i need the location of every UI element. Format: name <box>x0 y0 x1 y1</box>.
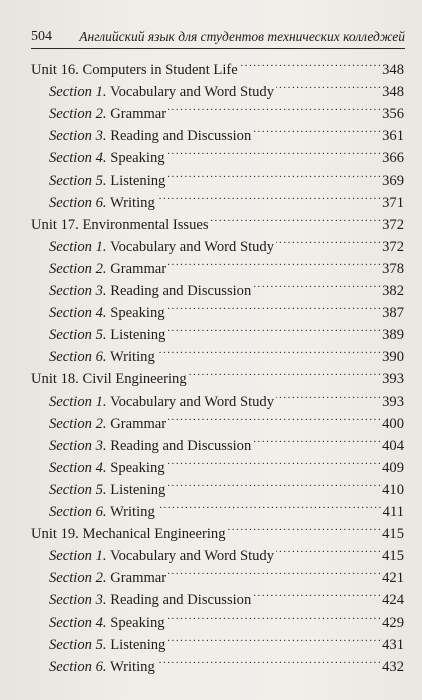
dot-leader <box>253 428 380 450</box>
dot-leader <box>276 74 380 96</box>
section-title: Vocabulary and Word Study <box>109 548 275 565</box>
page-reference: 429 <box>382 614 404 631</box>
page-reference: 361 <box>382 128 404 145</box>
section-title: Speaking <box>110 305 165 322</box>
section-title: Vocabulary and Word Study <box>109 393 275 410</box>
section-title: Listening <box>110 636 166 653</box>
section-title: Grammar <box>110 570 167 587</box>
section-title: Listening <box>110 172 166 189</box>
toc-section-entry <box>49 251 404 277</box>
toc-section-entry <box>49 582 404 609</box>
page-reference: 366 <box>382 150 404 167</box>
section-number: Section 3. <box>49 592 107 609</box>
toc-unit-entry <box>31 361 404 388</box>
dot-leader <box>253 582 380 604</box>
toc-section-entry <box>49 472 404 498</box>
toc-section-entry <box>49 649 404 675</box>
section-number: Section 4. <box>49 459 107 476</box>
section-title: Vocabulary and Word Study <box>109 84 275 101</box>
section-title: Grammar <box>110 106 167 123</box>
toc-section-entry <box>49 560 404 587</box>
toc-section-entry <box>49 273 404 299</box>
dot-leader <box>167 295 381 317</box>
section-title: Writing <box>109 349 155 366</box>
section-title: Listening <box>110 327 166 344</box>
toc-section-entry <box>49 118 404 145</box>
page-reference: 393 <box>382 393 404 410</box>
page-reference: 369 <box>382 172 404 189</box>
toc-section-entry <box>49 229 404 255</box>
dot-leader <box>253 273 380 295</box>
section-title: Reading and Discussion <box>110 128 252 145</box>
running-title: Английский язык для студентов технических колледжей <box>79 29 405 44</box>
section-title: Vocabulary and Word Study <box>109 238 275 255</box>
dot-leader <box>157 185 380 207</box>
toc-section-entry <box>49 96 404 123</box>
toc-unit-entry <box>31 207 404 233</box>
unit-title: Unit 18. Civil Engineering <box>31 371 187 388</box>
section-title: Speaking <box>110 614 165 631</box>
dot-leader <box>168 251 380 273</box>
dot-leader <box>157 339 380 361</box>
dot-leader <box>189 361 380 383</box>
section-number: Section 6. <box>49 658 107 675</box>
page-reference: 378 <box>382 260 404 277</box>
section-title: Speaking <box>110 459 165 476</box>
section-title: Reading and Discussion <box>110 592 252 609</box>
section-number: Section 5. <box>49 327 107 344</box>
section-title: Grammar <box>110 415 167 432</box>
section-number: Section 5. <box>49 172 107 189</box>
toc-section-entry <box>49 406 404 432</box>
section-number: Section 4. <box>49 305 107 322</box>
section-number: Section 1. <box>49 548 107 565</box>
dot-leader <box>240 52 380 74</box>
section-number: Section 4. <box>49 150 107 167</box>
section-title: Writing <box>109 504 155 520</box>
section-number: Section 2. <box>49 415 107 432</box>
toc-section-entry <box>49 627 404 653</box>
section-title: Listening <box>110 481 166 498</box>
section-title: Writing <box>109 194 155 211</box>
toc-section-entry <box>49 450 404 476</box>
page-reference: 356 <box>382 106 404 123</box>
page-reference: 387 <box>382 305 404 322</box>
toc-section-entry <box>49 185 404 211</box>
dot-leader <box>168 560 380 582</box>
page-reference: 372 <box>382 238 404 255</box>
page-reference: 400 <box>382 415 404 432</box>
section-number: Section 2. <box>49 106 107 123</box>
section-title: Writing <box>109 658 155 675</box>
section-title: Speaking <box>110 150 165 167</box>
section-title: Reading and Discussion <box>110 283 252 299</box>
dot-leader <box>167 140 381 162</box>
toc-section-entry <box>49 339 404 366</box>
page-reference: 348 <box>382 84 404 101</box>
page-reference: 393 <box>382 371 404 388</box>
dot-leader <box>253 118 380 140</box>
toc-section-entry <box>49 494 404 520</box>
section-number: Section 3. <box>49 283 107 299</box>
dot-leader <box>276 538 380 560</box>
section-title: Grammar <box>110 260 167 277</box>
dot-leader <box>167 472 380 494</box>
dot-leader <box>211 207 381 229</box>
section-number: Section 1. <box>49 84 107 101</box>
page-reference: 424 <box>382 592 404 609</box>
page-reference: 415 <box>382 526 404 543</box>
page-reference: 409 <box>382 459 404 476</box>
dot-leader <box>157 649 380 671</box>
section-number: Section 6. <box>49 194 107 211</box>
page-reference: 389 <box>382 327 404 344</box>
dot-leader <box>157 494 381 516</box>
page-reference: 390 <box>382 349 404 366</box>
dot-leader <box>276 384 380 406</box>
page-reference: 431 <box>382 636 404 653</box>
section-label <box>49 656 155 678</box>
section-number: Section 3. <box>49 128 107 145</box>
toc-section-entry <box>49 140 404 167</box>
section-number: Section 5. <box>49 636 107 653</box>
dot-leader <box>168 96 380 118</box>
page-reference: 415 <box>382 548 404 565</box>
toc-section-entry <box>49 538 404 565</box>
dot-leader <box>167 317 380 339</box>
page-reference: 382 <box>382 283 404 299</box>
page-header <box>31 28 405 49</box>
toc-section-entry <box>49 163 404 189</box>
section-number: Section 3. <box>49 437 107 454</box>
dot-leader <box>276 229 380 251</box>
page-reference: 432 <box>382 658 404 675</box>
toc-section-entry <box>49 74 404 101</box>
section-number: Section 1. <box>49 393 107 410</box>
toc-unit-entry <box>31 516 404 543</box>
dot-leader <box>168 406 380 428</box>
unit-title: Unit 16. Computers in Student Life <box>31 62 238 78</box>
toc-section-entry <box>49 384 404 410</box>
toc-unit-entry <box>31 52 404 78</box>
toc-section-entry <box>49 317 404 344</box>
dot-leader <box>167 163 380 185</box>
section-number: Section 4. <box>49 614 107 631</box>
page-reference: 421 <box>382 570 404 587</box>
section-number: Section 6. <box>49 504 107 520</box>
page-reference: 410 <box>382 481 404 498</box>
unit-title: Unit 19. Mechanical Engineering <box>31 526 226 543</box>
section-number: Section 5. <box>49 481 107 498</box>
page-reference: 411 <box>382 504 404 520</box>
page-reference: 404 <box>382 437 404 454</box>
section-number: Section 1. <box>49 238 107 255</box>
dot-leader <box>228 516 381 538</box>
page-reference: 371 <box>382 194 404 211</box>
page-reference: 372 <box>382 216 404 233</box>
dot-leader <box>167 605 381 627</box>
dot-leader <box>167 627 380 649</box>
unit-title: Unit 17. Environmental Issues <box>31 216 209 233</box>
section-number: Section 2. <box>49 260 107 277</box>
dot-leader <box>167 450 381 472</box>
toc-section-entry <box>49 605 404 631</box>
toc-section-entry <box>49 428 404 454</box>
page-number: 504 <box>31 29 52 44</box>
toc-section-entry <box>49 295 404 322</box>
page-reference: 348 <box>382 62 404 78</box>
section-number: Section 2. <box>49 570 107 587</box>
section-number: Section 6. <box>49 349 107 366</box>
section-title: Reading and Discussion <box>110 437 252 454</box>
